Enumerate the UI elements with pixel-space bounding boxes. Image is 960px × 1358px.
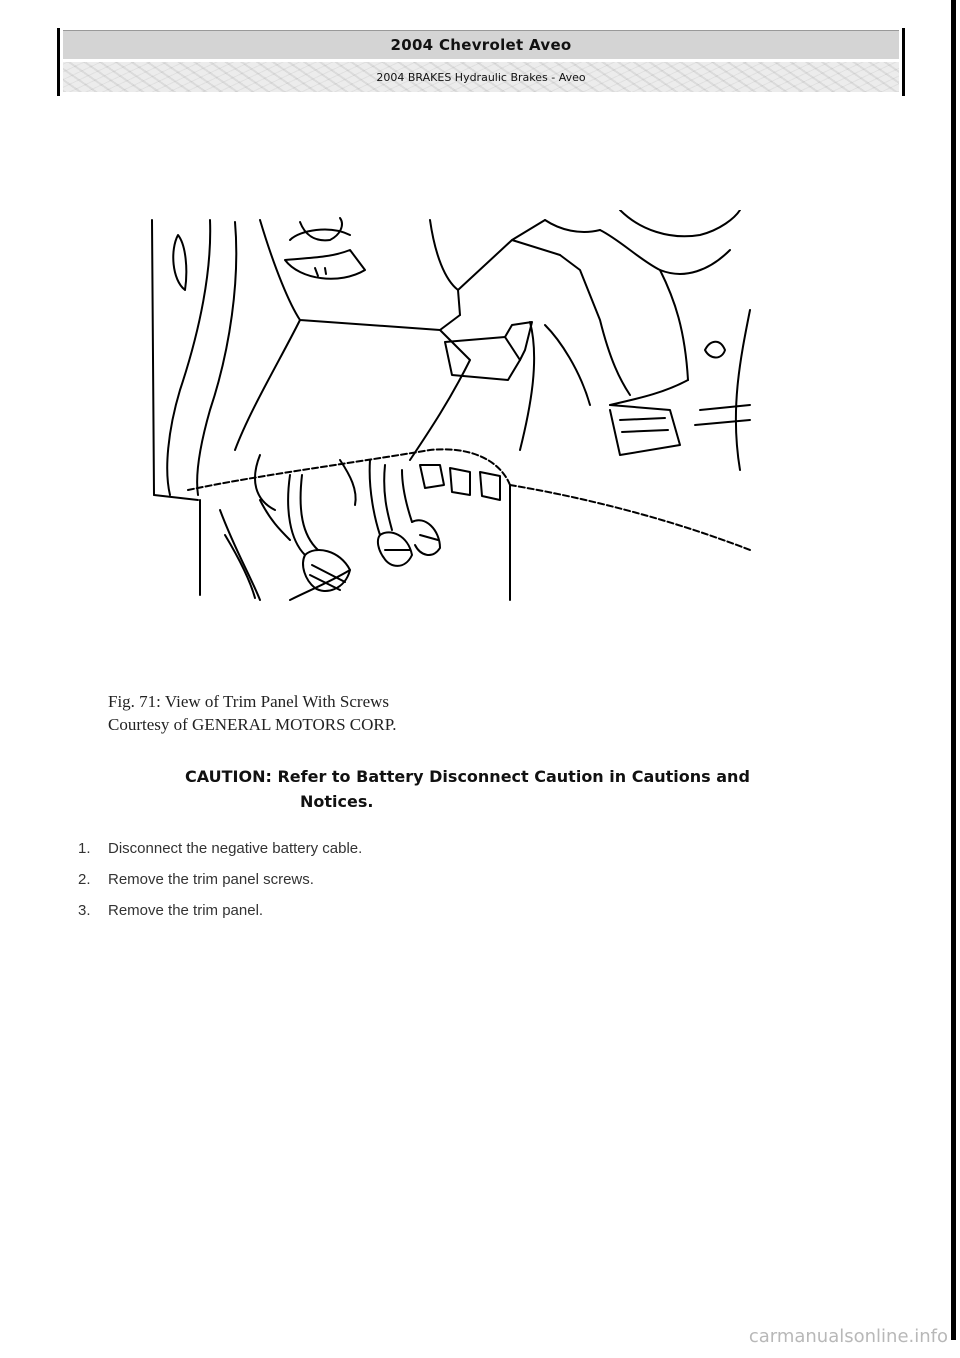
procedure-step — [78, 840, 362, 871]
step-number: 1. — [78, 840, 91, 857]
step-text: Remove the trim panel screws. — [108, 871, 314, 888]
header-border-right — [902, 28, 905, 96]
figure-caption-credit: Courtesy of GENERAL MOTORS CORP. — [108, 715, 397, 734]
header-subtitle: 2004 BRAKES Hydraulic Brakes - Aveo — [63, 62, 899, 92]
step-number: 3. — [78, 902, 91, 919]
header-border-left — [57, 28, 60, 96]
caution-text: Refer to Battery Disconnect Caution in Cautions and — [271, 767, 750, 786]
trim-panel-illustration — [140, 210, 770, 610]
site-watermark: carmanualsonline.info — [748, 1326, 948, 1347]
procedure-steps — [78, 840, 362, 933]
caution-text-continued: Notices. — [300, 792, 374, 811]
document-header — [57, 28, 905, 96]
step-number: 2. — [78, 871, 91, 888]
caution-label: CAUTION: — [185, 767, 272, 786]
header-title: 2004 Chevrolet Aveo — [63, 30, 899, 59]
page-border — [951, 0, 956, 1340]
procedure-step — [78, 871, 362, 902]
caution-note — [185, 764, 885, 814]
procedure-step — [78, 902, 362, 933]
figure-caption — [108, 690, 397, 736]
step-text: Remove the trim panel. — [108, 902, 264, 919]
step-text: Disconnect the negative battery cable. — [108, 840, 363, 857]
figure-caption-title: Fig. 71: View of Trim Panel With Screws — [108, 692, 390, 711]
